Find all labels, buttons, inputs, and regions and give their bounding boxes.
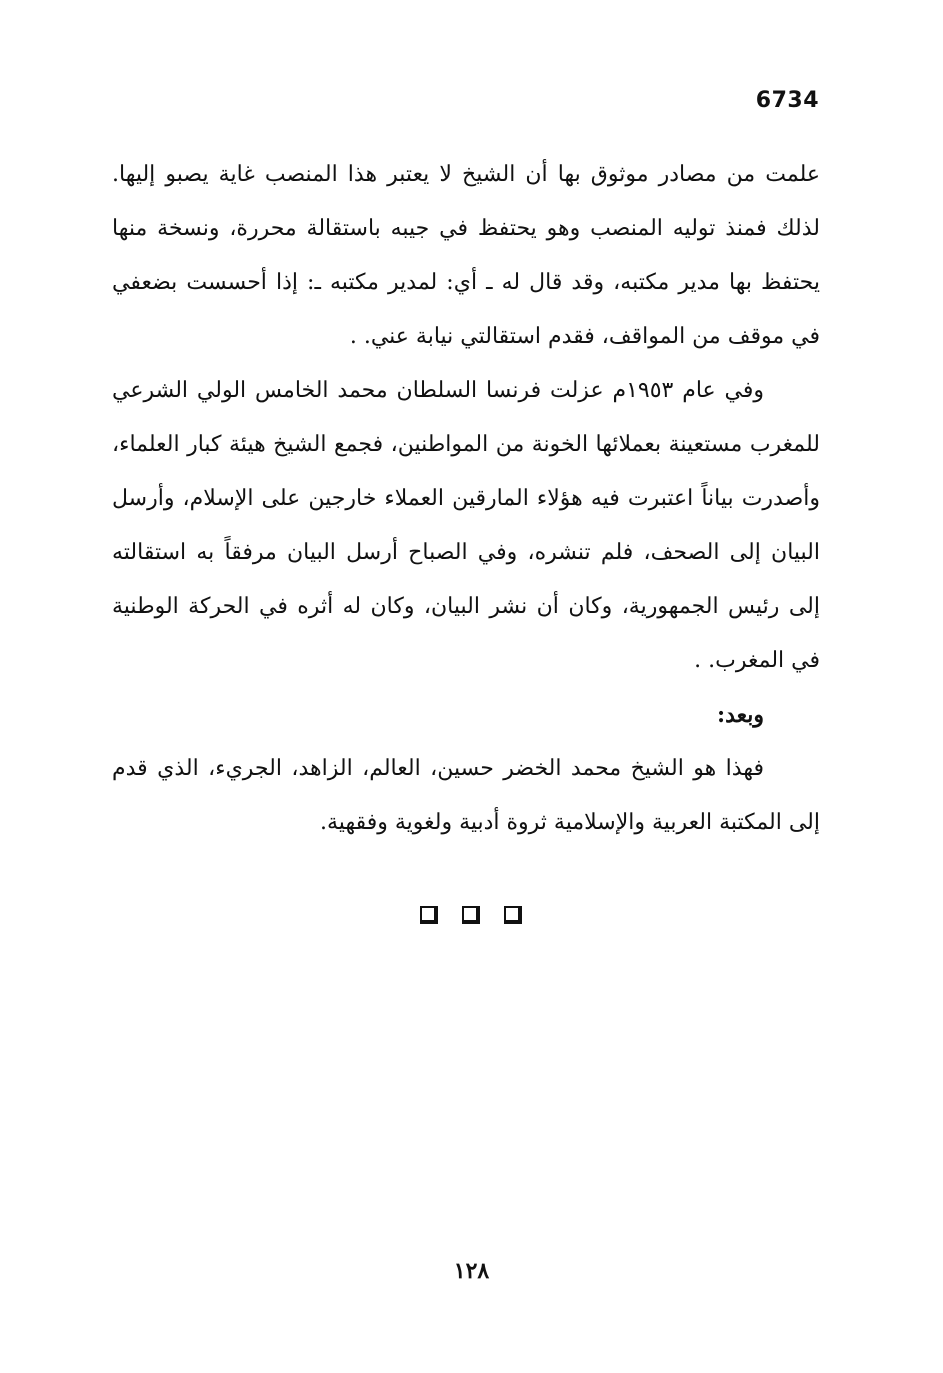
paragraph-3: فهذا هو الشيخ محمد الخضر حسين، العالم، الزاهد، الجريء، الذي قدم إلى المكتبة العربية والإسلامية ثروة أدبية ولغوية وفقهية. [112, 756, 820, 835]
ornament-square-icon [462, 906, 480, 924]
section-heading: وبعد: [716, 702, 764, 728]
paragraph-1: علمت من مصادر موثوق بها أن الشيخ لا يعتبر هذا المنصب غاية يصبو إليها. لذلك فمنذ توليه المنصب وهو يحتفظ في جيبه باستقالة محررة، ونسخة منها يحتفظ بها مدير مكتبه، وقد قال له ـ أي: لمدير مكتبه ـ: إذا أحسست بضعفي في موقف من المواقف، فقدم استقالتي نيابة عني. . [112, 162, 820, 349]
section-end-ornament-icon [0, 903, 943, 927]
ornament-square-icon [504, 906, 522, 924]
body-text [112, 148, 820, 850]
ornament-square-icon [420, 906, 438, 924]
page-number: ١٢٨ [453, 1258, 490, 1284]
document-id-number: 6734 [755, 88, 819, 113]
paragraph-2: وفي عام ١٩٥٣م عزلت فرنسا السلطان محمد الخامس الولي الشرعي للمغرب مستعينة بعملائها الخونة من المواطنين، فجمع الشيخ هيئة كبار العلماء، وأصدرت بياناً اعتبرت فيه هؤلاء المارقين العملاء خارجين على الإسلام، وأرسل البيان إلى الصحف، فلم تنشره، وفي الصباح أرسل البيان مرفقاً به استقالته إلى رئيس الجمهورية، وكان أن نشر البيان، وكان له أثره في الحركة الوطنية في المغرب. . [112, 378, 820, 673]
